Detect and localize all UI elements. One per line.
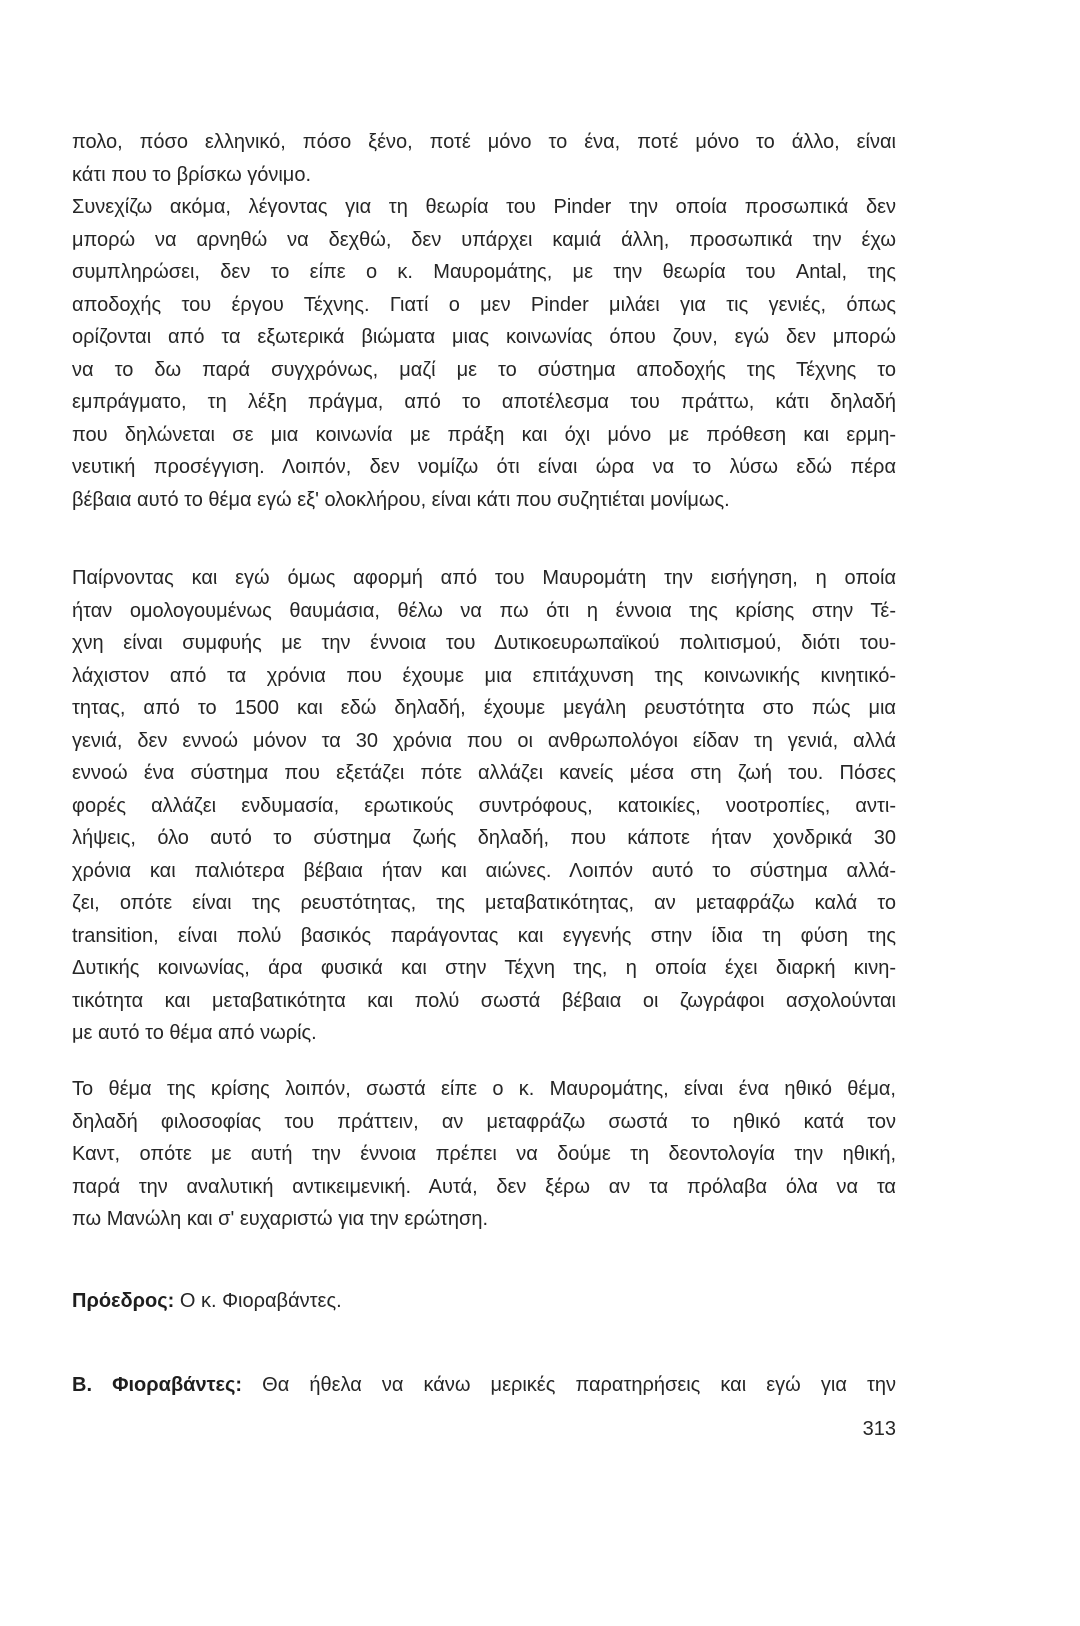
page-number: 313 — [862, 1418, 896, 1440]
text-line: ζει, οπότε είναι της ρευστότητας, της μεταβατικότητας, αν μεταφράζω καλά το — [72, 892, 896, 914]
text-line: παρά την αναλυτική αντικειμενική. Αυτά, δεν ξέρω αν τα πρόλαβα όλα να τα — [72, 1175, 896, 1198]
text-line: τητας, από το 1500 και εδώ δηλαδή, έχουμε μεγάλη ρευστότητα στο πώς μια — [72, 697, 896, 719]
text-line: λάχιστον από τα χρόνια που έχουμε μια επιτάχυνση της κοινωνικής κινητικό- — [72, 664, 896, 687]
text-line: χρόνια και παλιότερα βέβαια ήταν και αιώνες. Λοιπόν αυτό το σύστημα αλλά- — [72, 859, 896, 882]
text-line: βέβαια αυτό το θέμα εγώ εξ' ολοκλήρου, είναι κάτι που συζητιέται μονίμως. — [72, 488, 730, 511]
paragraph-ethics — [72, 1073, 896, 1236]
paragraph-continuation — [72, 126, 896, 191]
speaker-name: Πρόεδρος: — [72, 1290, 175, 1312]
paragraph-pinder-antal — [72, 191, 896, 516]
text-line: νευτική προσέγγιση. Λοιπόν, δεν νομίζω ότι είναι ώρα να το λύσω εδώ πέρα — [72, 456, 896, 478]
text-line: να το δω παρά συγχρόνως, μαζί με το σύστημα αποδοχής της Τέχνης το — [72, 358, 896, 381]
text-line: λήψεις, όλο αυτό το σύστημα ζωής δηλαδή, που κάποτε ήταν χονδρικά 30 — [72, 827, 896, 849]
text-line: φορές αλλάζει ενδυμασία, ερωτικούς συντρόφους, κατοικίες, νοοτροπίες, αντι- — [72, 794, 896, 817]
text-line: μπορώ να αρνηθώ να δεχθώ, δεν υπάρχει καμιά άλλη, προσωπικά την έχω — [72, 228, 896, 251]
speech-text: Ο κ. Φιοραβάντες. — [174, 1290, 342, 1312]
text-line: πολο, πόσο ελληνικό, πόσο ξένο, ποτέ μόνο το ένα, ποτέ μόνο το άλλο, είναι — [72, 131, 896, 153]
text-line: Το θέμα της κρίσης λοιπόν, σωστά είπε ο κ. Μαυρομάτης, είναι ένα ηθικό θέμα, — [72, 1078, 896, 1100]
text-line: εννοώ ένα σύστημα που εξετάζει πότε αλλάζει κανείς μέσα στη ζωή του. Πόσες — [72, 762, 896, 784]
paragraph-crisis-concept — [72, 562, 896, 1050]
text-line: πω Μανώλη και σ' ευχαριστώ για την ερώτηση. — [72, 1208, 489, 1230]
text-line: ήταν ομολογουμένως θαυμάσια, θέλω να πω ότι η έννοια της κρίσης στην Τέ- — [72, 599, 896, 622]
text-line: κάτι που το βρίσκω γόνιμο. — [72, 163, 312, 186]
text-line: Παίρνοντας και εγώ όμως αφορμή από του Μαυρομάτη την εισήγηση, η οποία — [72, 567, 896, 589]
text-line: χνη είναι συμφυής με την έννοια του Δυτικοευρωπαϊκού πολιτισμού, διότι του- — [72, 632, 896, 654]
text-line: εμπράγματο, τη λέξη πράγμα, από το αποτέλεσμα του πράττω, κάτι δηλαδή — [72, 391, 896, 413]
text-line: ορίζονται από τα εξωτερικά βιώματα μιας κοινωνίας όπου ζουν, εγώ δεν μπορώ — [72, 326, 896, 348]
speaker-name: Β. Φιοραβάντες: — [72, 1374, 243, 1396]
text-line: τικότητα και μεταβατικότητα και πολύ σωστά βέβαια οι ζωγράφοι ασχολούνται — [72, 989, 896, 1012]
text-line: Συνεχίζω ακόμα, λέγοντας για τη θεωρία του Pinder την οποία προσωπικά δεν — [72, 196, 896, 218]
text-line: με αυτό το θέμα από νωρίς. — [72, 1022, 317, 1044]
fioravantes-speech — [72, 1369, 896, 1402]
text-line: Καντ, οπότε με αυτή την έννοια πρέπει να δούμε τη δεοντολογία την ηθική, — [72, 1143, 896, 1165]
text-line: συμπληρώσει, δεν το είπε ο κ. Μαυρομάτης, με την θεωρία του Antal, της — [72, 261, 896, 283]
text-line: που δηλώνεται σε μια κοινωνία με πράξη και όχι μόνο με πρόθεση και ερμη- — [72, 423, 896, 446]
text-line: δηλαδή φιλοσοφίας του πράττειν, αν μεταφράζω σωστά το ηθικό κατά τον — [72, 1110, 896, 1133]
text-line: transition, είναι πολύ βασικός παράγοντας και εγγενής στην ίδια τη φύση της — [72, 924, 896, 947]
text-line: αποδοχής του έργου Τέχνης. Γιατί ο μεν Pinder μιλάει για τις γενιές, όπως — [72, 293, 896, 316]
chair-speech — [72, 1285, 896, 1318]
speech-text: Θα ήθελα να κάνω μερικές παρατηρήσεις και εγώ για την — [242, 1374, 896, 1396]
text-line: γενιά, δεν εννοώ μόνον τα 30 χρόνια που οι ανθρωπολόγοι είδαν τη γενιά, αλλά — [72, 729, 896, 752]
text-line: Δυτικής κοινωνίας, άρα φυσικά και στην Τέχνη της, η οποία έχει διαρκή κινη- — [72, 957, 896, 979]
